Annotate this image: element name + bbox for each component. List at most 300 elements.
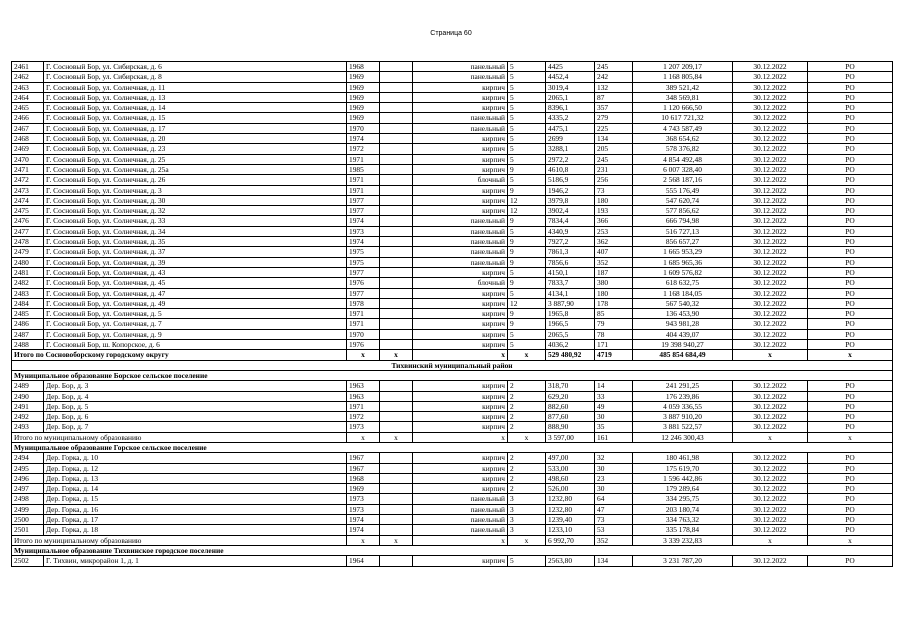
year-built-cell: 1969 [347,113,380,123]
floors-cell: 9 [508,278,546,288]
cost-cell: 1 168 184,05 [633,288,733,298]
table-row [12,340,893,350]
deadline-date-cell: 30.12.2022 [733,216,808,226]
year-built-cell: 1974 [347,237,380,247]
deadline-date-cell: 30.12.2022 [733,226,808,236]
table-row [12,185,893,195]
blank-cell [380,484,413,494]
row-number-cell: 2465 [12,103,44,113]
address-cell: Г. Сосновый Бор, ул. Солнечная, д. 37 [44,247,347,257]
table-row [12,257,893,267]
floors-cell: 9 [508,319,546,329]
residents-cell: 53 [595,525,633,535]
blank-cell [380,412,413,422]
address-cell: Г. Сосновый Бор, ул. Солнечная, д. 5 [44,309,347,319]
address-cell: Г. Сосновый Бор, ул. Солнечная, д. 34 [44,226,347,236]
program-cell: РО [808,309,893,319]
area-cell: 4425 [546,62,595,72]
wall-material-cell: кирпич [413,391,508,401]
residents-cell: 73 [595,515,633,525]
program-cell: РО [808,288,893,298]
deadline-date-cell: 30.12.2022 [733,484,808,494]
residents-cell: 47 [595,504,633,514]
row-number-cell: 2490 [12,391,44,401]
blank-cell [380,494,413,504]
placeholder-x-cell: х [380,535,413,545]
wall-material-cell: панельный [413,237,508,247]
placeholder-x-cell: х [380,350,413,360]
blank-cell [380,247,413,257]
row-number-cell: 2468 [12,134,44,144]
cost-cell: 136 453,90 [633,309,733,319]
blank-cell [380,134,413,144]
address-cell: Г. Сосновый Бор, ул. Солнечная, д. 11 [44,82,347,92]
row-number-cell: 2485 [12,309,44,319]
area-cell: 1966,5 [546,319,595,329]
program-cell: РО [808,401,893,411]
address-cell: Г. Сосновый Бор, ул. Солнечная, д. 7 [44,319,347,329]
wall-material-cell: блочный [413,278,508,288]
table-row [12,288,893,298]
address-cell: Дер. Бор, д. 6 [44,412,347,422]
residents-cell: 180 [595,288,633,298]
row-number-cell: 2480 [12,257,44,267]
residents-cell: 178 [595,298,633,308]
program-cell: РО [808,113,893,123]
wall-material-cell: панельный [413,494,508,504]
area-cell: 1965,8 [546,309,595,319]
wall-material-cell: кирпич [413,473,508,483]
row-number-cell: 2497 [12,484,44,494]
address-cell: Дер. Горка, д. 15 [44,494,347,504]
year-built-cell: 1969 [347,484,380,494]
address-cell: Г. Сосновый Бор, ул. Солнечная, д. 20 [44,134,347,144]
floors-cell: 5 [508,113,546,123]
row-number-cell: 2481 [12,267,44,277]
address-cell: Дер. Горка, д. 16 [44,504,347,514]
address-cell: Г. Сосновый Бор, ул. Солнечная, д. 43 [44,267,347,277]
floors-cell: 9 [508,216,546,226]
floors-cell: 2 [508,484,546,494]
table-row [12,494,893,504]
deadline-date-cell: 30.12.2022 [733,103,808,113]
residents-cell: 79 [595,319,633,329]
table-row [12,72,893,82]
deadline-date-cell: 30.12.2022 [733,381,808,391]
year-built-cell: 1973 [347,494,380,504]
deadline-date-cell: 30.12.2022 [733,134,808,144]
residents-cell: 279 [595,113,633,123]
wall-material-cell: кирпич [413,92,508,102]
year-built-cell: 1969 [347,103,380,113]
wall-material-cell: кирпич [413,556,508,566]
program-cell: РО [808,123,893,133]
residents-cell: 171 [595,340,633,350]
floors-cell: 5 [508,103,546,113]
deadline-date-cell: 30.12.2022 [733,494,808,504]
wall-material-cell: панельный [413,72,508,82]
program-cell: РО [808,340,893,350]
row-number-cell: 2496 [12,473,44,483]
blank-cell [380,463,413,473]
placeholder-x-cell: х [733,432,808,442]
wall-material-cell: кирпич [413,401,508,411]
address-cell: Дер. Бор, д. 5 [44,401,347,411]
table-row [12,412,893,422]
floors-cell: 5 [508,329,546,339]
district-heading [12,360,893,370]
program-cell: РО [808,82,893,92]
program-cell: РО [808,494,893,504]
total-residents-cell: 4719 [595,350,633,360]
deadline-date-cell: 30.12.2022 [733,298,808,308]
wall-material-cell: кирпич [413,412,508,422]
program-cell: РО [808,298,893,308]
floors-cell: 2 [508,391,546,401]
wall-material-cell: кирпич [413,484,508,494]
table-row [12,134,893,144]
cost-cell: 3 881 522,57 [633,422,733,432]
municipality-heading [12,545,893,555]
deadline-date-cell: 30.12.2022 [733,463,808,473]
floors-cell: 9 [508,309,546,319]
municipality-heading [12,370,893,380]
floors-cell: 3 [508,494,546,504]
cost-cell: 578 376,82 [633,144,733,154]
blank-cell [380,206,413,216]
floors-cell: 5 [508,267,546,277]
cost-cell: 404 439,07 [633,329,733,339]
area-cell: 2065,5 [546,329,595,339]
year-built-cell: 1971 [347,319,380,329]
year-built-cell: 1977 [347,267,380,277]
residents-cell: 362 [595,237,633,247]
residents-cell: 30 [595,463,633,473]
residents-cell: 134 [595,134,633,144]
total-cost-cell: 485 854 684,49 [633,350,733,360]
residents-cell: 231 [595,164,633,174]
deadline-date-cell: 30.12.2022 [733,82,808,92]
cost-cell: 567 540,32 [633,298,733,308]
address-cell: Г. Сосновый Бор, ул. Солнечная, д. 17 [44,123,347,133]
table-row [12,309,893,319]
program-cell: РО [808,164,893,174]
table-row [12,381,893,391]
table-row [12,422,893,432]
municipality-heading-cell: Муниципальное образование Борское сельское поселение [12,370,893,380]
address-cell: Дер. Бор, д. 7 [44,422,347,432]
blank-cell [380,329,413,339]
area-cell: 4150,1 [546,267,595,277]
table-row [12,175,893,185]
cost-cell: 4 854 492,48 [633,154,733,164]
wall-material-cell: кирпич [413,340,508,350]
table-row [12,556,893,566]
cost-cell: 1 207 209,17 [633,62,733,72]
deadline-date-cell: 30.12.2022 [733,391,808,401]
residents-cell: 73 [595,185,633,195]
program-cell: РО [808,329,893,339]
area-cell: 2065,1 [546,92,595,102]
floors-cell: 3 [508,504,546,514]
floors-cell: 2 [508,463,546,473]
row-number-cell: 2477 [12,226,44,236]
residents-cell: 134 [595,556,633,566]
residents-cell: 225 [595,123,633,133]
row-number-cell: 2474 [12,195,44,205]
table-row [12,247,893,257]
wall-material-cell: панельный [413,216,508,226]
floors-cell: 5 [508,154,546,164]
wall-material-cell: кирпич [413,164,508,174]
deadline-date-cell: 30.12.2022 [733,164,808,174]
table-row [12,329,893,339]
cost-cell: 577 856,62 [633,206,733,216]
deadline-date-cell: 30.12.2022 [733,504,808,514]
table-row [12,113,893,123]
deadline-date-cell: 30.12.2022 [733,329,808,339]
row-number-cell: 2487 [12,329,44,339]
row-number-cell: 2476 [12,216,44,226]
row-number-cell: 2500 [12,515,44,525]
blank-cell [380,298,413,308]
table-row [12,453,893,463]
program-cell: РО [808,103,893,113]
year-built-cell: 1972 [347,412,380,422]
year-built-cell: 1971 [347,185,380,195]
year-built-cell: 1976 [347,340,380,350]
table-row [12,401,893,411]
row-number-cell: 2492 [12,412,44,422]
area-cell: 3 887,90 [546,298,595,308]
area-cell: 3019,4 [546,82,595,92]
wall-material-cell: кирпич [413,206,508,216]
total-area-cell: 6 992,70 [546,535,595,545]
floors-cell: 5 [508,226,546,236]
address-cell: Дер. Бор, д. 4 [44,391,347,401]
municipality-heading-cell: Муниципальное образование Тихвинское городское поселение [12,545,893,555]
table-row [12,82,893,92]
year-built-cell: 1975 [347,247,380,257]
residents-cell: 245 [595,154,633,164]
row-number-cell: 2466 [12,113,44,123]
row-number-cell: 2488 [12,340,44,350]
year-built-cell: 1977 [347,195,380,205]
floors-cell: 2 [508,381,546,391]
table-row [12,484,893,494]
total-row [12,432,893,442]
municipality-heading [12,442,893,452]
residents-cell: 253 [595,226,633,236]
year-built-cell: 1969 [347,92,380,102]
deadline-date-cell: 30.12.2022 [733,401,808,411]
cost-cell: 176 239,86 [633,391,733,401]
residents-cell: 407 [595,247,633,257]
floors-cell: 9 [508,247,546,257]
table-row [12,278,893,288]
area-cell: 8396,1 [546,103,595,113]
residents-cell: 49 [595,401,633,411]
deadline-date-cell: 30.12.2022 [733,515,808,525]
placeholder-x-cell: х [347,350,380,360]
year-built-cell: 1963 [347,381,380,391]
area-cell: 1239,40 [546,515,595,525]
residents-cell: 187 [595,267,633,277]
table-row [12,92,893,102]
cost-cell: 1 609 576,82 [633,267,733,277]
deadline-date-cell: 30.12.2022 [733,113,808,123]
area-cell: 4340,9 [546,226,595,236]
address-cell: Дер. Горка, д. 12 [44,463,347,473]
row-number-cell: 2489 [12,381,44,391]
blank-cell [380,515,413,525]
area-cell: 888,90 [546,422,595,432]
housing-register-table [11,61,893,567]
municipality-heading-cell: Муниципальное образование Горское сельское поселение [12,442,893,452]
total-area-cell: 529 480,92 [546,350,595,360]
floors-cell: 2 [508,453,546,463]
program-cell: РО [808,72,893,82]
deadline-date-cell: 30.12.2022 [733,257,808,267]
area-cell: 4335,2 [546,113,595,123]
program-cell: РО [808,453,893,463]
cost-cell: 368 654,62 [633,134,733,144]
floors-cell: 9 [508,237,546,247]
placeholder-x-cell: х [508,535,546,545]
floors-cell: 12 [508,298,546,308]
area-cell: 3288,1 [546,144,595,154]
cost-cell: 334 763,32 [633,515,733,525]
area-cell: 4134,1 [546,288,595,298]
program-cell: РО [808,144,893,154]
residents-cell: 357 [595,103,633,113]
table-row [12,515,893,525]
floors-cell: 2 [508,422,546,432]
program-cell: РО [808,175,893,185]
row-number-cell: 2463 [12,82,44,92]
address-cell: Г. Сосновый Бор, ул. Солнечная, д. 25а [44,164,347,174]
row-number-cell: 2482 [12,278,44,288]
year-built-cell: 1971 [347,175,380,185]
wall-material-cell: кирпич [413,185,508,195]
placeholder-x-cell: х [808,432,893,442]
year-built-cell: 1974 [347,216,380,226]
district-heading-cell: Тихвинский муниципальный район [12,360,893,370]
deadline-date-cell: 30.12.2022 [733,144,808,154]
floors-cell: 2 [508,412,546,422]
wall-material-cell: кирпич [413,103,508,113]
cost-cell: 334 295,75 [633,494,733,504]
year-built-cell: 1976 [347,278,380,288]
table-row [12,154,893,164]
address-cell: Г. Сосновый Бор, ул. Солнечная, д. 13 [44,92,347,102]
floors-cell: 2 [508,473,546,483]
row-number-cell: 2491 [12,401,44,411]
floors-cell: 5 [508,175,546,185]
cost-cell: 6 007 328,40 [633,164,733,174]
wall-material-cell: кирпич [413,463,508,473]
area-cell: 5186,9 [546,175,595,185]
deadline-date-cell: 30.12.2022 [733,473,808,483]
row-number-cell: 2486 [12,319,44,329]
year-built-cell: 1969 [347,82,380,92]
program-cell: РО [808,525,893,535]
area-cell: 877,60 [546,412,595,422]
address-cell: Г. Сосновый Бор, ул. Солнечная, д. 45 [44,278,347,288]
year-built-cell: 1964 [347,556,380,566]
blank-cell [380,278,413,288]
cost-cell: 179 289,64 [633,484,733,494]
program-cell: РО [808,484,893,494]
address-cell: Г. Сосновый Бор, ул. Сибирская, д. 6 [44,62,347,72]
address-cell: Г. Сосновый Бор, ул. Солнечная, д. 26 [44,175,347,185]
program-cell: РО [808,463,893,473]
blank-cell [380,175,413,185]
area-cell: 4036,2 [546,340,595,350]
year-built-cell: 1969 [347,72,380,82]
residents-cell: 380 [595,278,633,288]
area-cell: 318,70 [546,381,595,391]
address-cell: Дер. Бор, д. 3 [44,381,347,391]
area-cell: 1232,80 [546,494,595,504]
address-cell: Г. Сосновый Бор, ул. Солнечная, д. 15 [44,113,347,123]
cost-cell: 389 521,42 [633,82,733,92]
blank-cell [380,103,413,113]
cost-cell: 19 398 940,27 [633,340,733,350]
year-built-cell: 1971 [347,309,380,319]
area-cell: 7833,7 [546,278,595,288]
deadline-date-cell: 30.12.2022 [733,123,808,133]
wall-material-cell: кирпич [413,329,508,339]
year-built-cell: 1971 [347,401,380,411]
blank-cell [380,72,413,82]
placeholder-x-cell: х [380,432,413,442]
residents-cell: 242 [595,72,633,82]
area-cell: 882,60 [546,401,595,411]
cost-cell: 335 178,84 [633,525,733,535]
year-built-cell: 1974 [347,515,380,525]
wall-material-cell: кирпич [413,288,508,298]
program-cell: РО [808,226,893,236]
table-row [12,164,893,174]
wall-material-cell: кирпич [413,134,508,144]
row-number-cell: 2467 [12,123,44,133]
program-cell: РО [808,216,893,226]
program-cell: РО [808,515,893,525]
blank-cell [380,391,413,401]
row-number-cell: 2494 [12,453,44,463]
blank-cell [380,340,413,350]
address-cell: Дер. Горка, д. 18 [44,525,347,535]
floors-cell: 9 [508,164,546,174]
cost-cell: 856 657,27 [633,237,733,247]
program-cell: РО [808,257,893,267]
residents-cell: 14 [595,381,633,391]
table-row [12,298,893,308]
address-cell: Дер. Горка, д. 10 [44,453,347,463]
year-built-cell: 1970 [347,123,380,133]
placeholder-x-cell: х [347,432,380,442]
blank-cell [380,185,413,195]
table-row [12,237,893,247]
program-cell: РО [808,278,893,288]
deadline-date-cell: 30.12.2022 [733,206,808,216]
cost-cell: 1 120 666,50 [633,103,733,113]
program-cell: РО [808,206,893,216]
blank-cell [380,113,413,123]
floors-cell: 5 [508,288,546,298]
address-cell: Г. Сосновый Бор, ул. Солнечная, д. 49 [44,298,347,308]
